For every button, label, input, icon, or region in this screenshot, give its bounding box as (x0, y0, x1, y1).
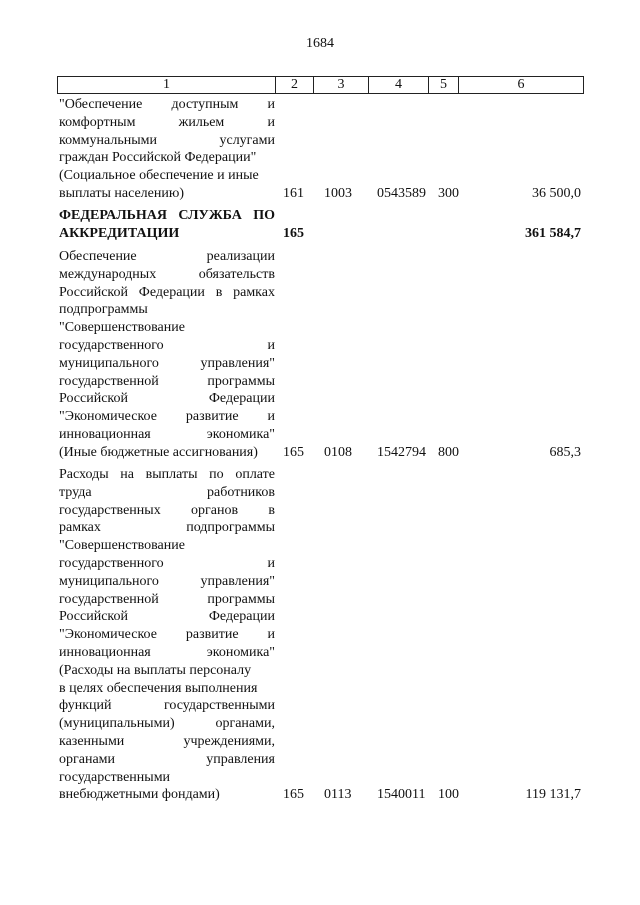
desc-line: государственной программы (59, 373, 275, 389)
desc-line: государственными (59, 769, 171, 785)
desc-line: "Совершенствование (59, 538, 185, 554)
desc-line: Обеспечение реализации (59, 249, 275, 264)
desc-line: граждан Российской Федерации" (59, 150, 257, 166)
desc-line: "Экономическое развитие и (59, 409, 275, 425)
desc-line: коммунальными услугами (59, 132, 275, 148)
table-row (57, 466, 583, 804)
desc-line: казенными учреждениями, (59, 733, 275, 749)
desc-line: в целях обеспечения выполнения (59, 680, 258, 696)
desc-line: (Расходы на выплаты персоналу (59, 662, 252, 678)
desc-line: Российской Федерации (59, 391, 275, 407)
cell-rz: 0113 (324, 787, 352, 803)
table-row (57, 248, 583, 462)
desc-line: функций государственными (59, 698, 275, 714)
cell-rz: 0108 (324, 445, 352, 461)
cell-sum: 361 584,7 (525, 226, 581, 242)
desc-line: внебюджетными фондами) (59, 787, 220, 803)
column-header-row (58, 77, 584, 94)
cell-cs: 1542794 (377, 445, 426, 461)
desc-line: выплаты населению) (59, 185, 184, 201)
page-number: 1684 (306, 36, 334, 51)
desc-line: международных обязательств (59, 266, 275, 282)
cell-vr: 300 (438, 186, 459, 202)
desc-line: труда работников (59, 484, 275, 500)
header-col-5: 5 (429, 77, 459, 94)
cell-sum: 685,3 (549, 445, 581, 461)
desc-line: (Иные бюджетные ассигнования) (59, 444, 258, 460)
desc-line: государственных органов в (59, 502, 275, 518)
desc-line: государственного и (59, 555, 275, 571)
header-col-2: 2 (276, 77, 314, 94)
header-col-3: 3 (314, 77, 369, 94)
cell-gr: 165 (283, 226, 304, 242)
desc-line: инновационная экономика" (59, 426, 275, 442)
cell-gr: 165 (283, 787, 304, 803)
desc-line: органами управления (59, 751, 275, 767)
row-description (59, 248, 275, 462)
desc-line: государственной программы (59, 591, 275, 607)
desc-line: Российской Федерации в рамках (59, 284, 275, 300)
desc-line: рамках подпрограммы (59, 520, 275, 536)
desc-line: ФЕДЕРАЛЬНАЯ СЛУЖБА ПО (59, 208, 275, 223)
desc-line: "Экономическое развитие и (59, 627, 275, 643)
desc-line: муниципального управления" (59, 573, 275, 589)
cell-gr: 161 (283, 186, 304, 202)
desc-line: инновационная экономика" (59, 644, 275, 660)
row-description (59, 466, 275, 804)
desc-line: муниципального управления" (59, 355, 275, 371)
header-col-6: 6 (459, 77, 584, 94)
desc-line: государственного и (59, 337, 275, 353)
row-description (59, 207, 275, 243)
desc-line: АККРЕДИТАЦИИ (59, 225, 180, 241)
table-row (57, 96, 583, 203)
desc-line: подпрограммы (59, 302, 148, 318)
cell-cs: 1540011 (377, 787, 426, 803)
cell-vr: 100 (438, 787, 459, 803)
cell-gr: 165 (283, 445, 304, 461)
cell-sum: 119 131,7 (525, 787, 581, 803)
column-header-table (57, 76, 584, 94)
header-col-4: 4 (369, 77, 429, 94)
desc-line: Российской Федерации (59, 609, 275, 625)
cell-sum: 36 500,0 (532, 186, 581, 202)
table-row (57, 207, 583, 243)
header-col-1: 1 (58, 77, 276, 94)
desc-line: (Социальное обеспечение и иные (59, 168, 259, 184)
desc-line: Расходы на выплаты по оплате (59, 467, 275, 482)
desc-line: "Совершенствование (59, 320, 185, 336)
cell-vr: 800 (438, 445, 459, 461)
cell-cs: 0543589 (377, 186, 426, 202)
desc-line: "Обеспечение доступным и (59, 97, 275, 112)
desc-line: комфортным жильем и (59, 114, 275, 130)
desc-line: (муниципальными) органами, (59, 716, 275, 732)
cell-rz: 1003 (324, 186, 352, 202)
row-description (59, 96, 275, 203)
